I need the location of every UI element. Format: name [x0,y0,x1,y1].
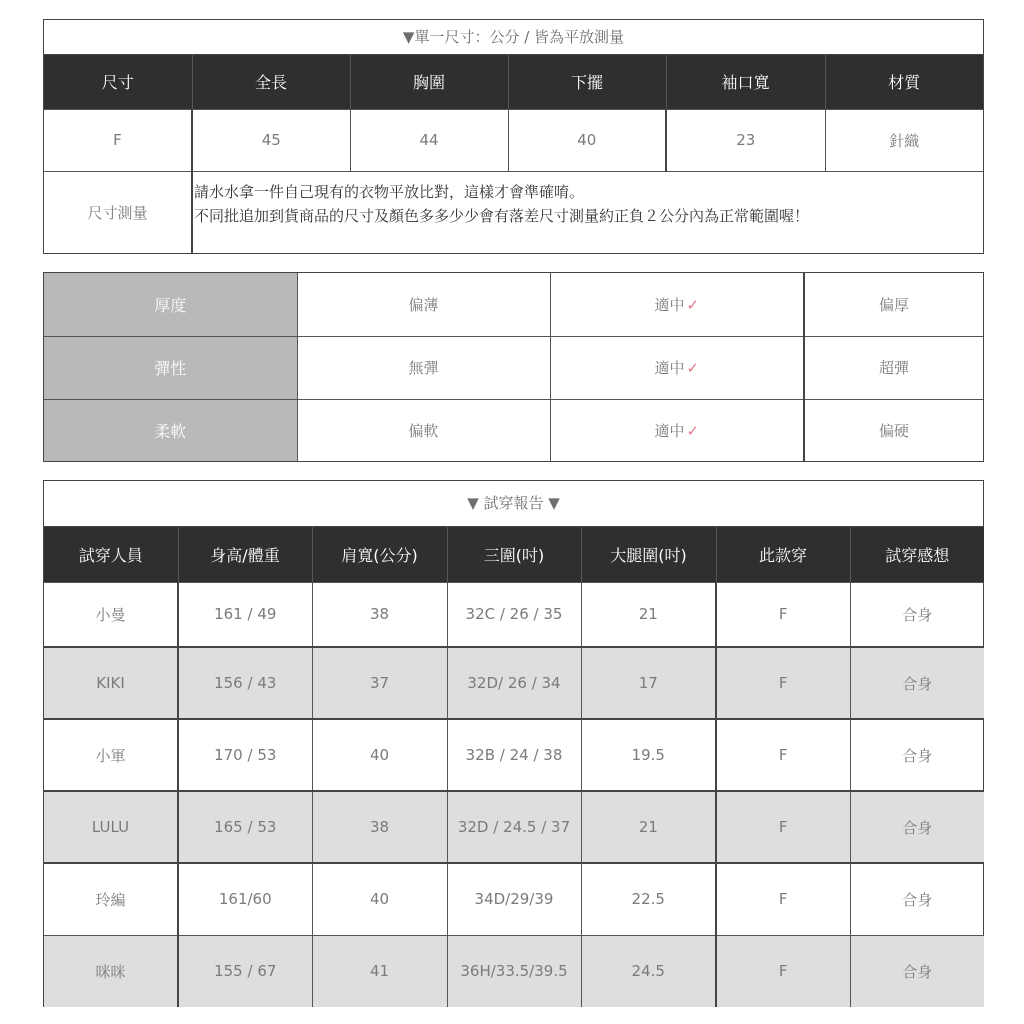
cell: 161 / 49 [178,582,312,647]
fabric-option-selected: 適中 ✓ [550,336,804,399]
fabric-table-grid [44,273,983,461]
cell: 合身 [850,719,984,791]
cell: 咪咪 [44,935,178,1007]
cell: 32D / 24.5 / 37 [447,791,581,863]
fabric-label-thickness: 厚度 [44,273,297,336]
cell: 21 [581,791,716,863]
fabric-table [43,272,984,462]
cell: 合身 [850,582,984,647]
table-row [44,791,984,863]
header-shoulder: 肩寬(公分) [312,527,447,582]
size-value: F [44,109,192,171]
header-size: 尺寸 [44,55,192,109]
fabric-option: 超彈 [804,336,983,399]
cell: 17 [581,647,716,719]
cell: 合身 [850,791,984,863]
report-table [43,480,984,1007]
fabric-option: 無彈 [297,336,550,399]
report-table-grid [44,527,984,1007]
cell: 161/60 [178,863,312,935]
material-value: 針織 [825,109,983,171]
cell: 41 [312,935,447,1007]
size-table-caption: ▼單一尺寸：公分 / 皆為平放測量 [44,20,983,55]
header-material: 材質 [825,55,983,109]
cell: 38 [312,582,447,647]
cell: F [716,719,850,791]
fabric-option: 偏薄 [297,273,550,336]
cell: 小軍 [44,719,178,791]
cell: 24.5 [581,935,716,1007]
hem-value: 40 [508,109,666,171]
measure-note-line-2: 不同批追加到貨商品的尺寸及顏色多多少少會有落差尺寸測量約正負２公分內為正常範圍喔！ [194,206,810,225]
fabric-label-elasticity: 彈性 [44,336,297,399]
measure-note-line-1: 請水水拿一件自己現有的衣物平放比對，這樣才會準確唷。 [194,182,585,201]
cell: F [716,863,850,935]
cell: F [716,935,850,1007]
header-size-worn: 此款穿 [716,527,850,582]
fabric-label-softness: 柔軟 [44,399,297,461]
cell: 170 / 53 [178,719,312,791]
header-hem: 下擺 [508,55,666,109]
report-caption: ▼ 試穿報告 ▼ [44,481,983,527]
cell: 165 / 53 [178,791,312,863]
cell: F [716,791,850,863]
cell: 21 [581,582,716,647]
measure-label: 尺寸測量 [44,171,192,254]
check-icon: ✓ [686,295,700,314]
table-row [44,719,984,791]
cuff-value: 23 [666,109,825,171]
measure-note [192,171,983,254]
cell: 38 [312,791,447,863]
cell: 合身 [850,647,984,719]
cell: F [716,582,850,647]
cell: F [716,647,850,719]
length-value: 45 [192,109,350,171]
cell: 32D/ 26 / 34 [447,647,581,719]
header-tester: 試穿人員 [44,527,178,582]
header-length: 全長 [192,55,350,109]
cell: 32C / 26 / 35 [447,582,581,647]
cell: 合身 [850,863,984,935]
cell: 40 [312,863,447,935]
fabric-option: 偏軟 [297,399,550,461]
cell: KIKI [44,647,178,719]
check-icon: ✓ [686,421,700,440]
header-measurements: 三圍(吋) [447,527,581,582]
cell: 40 [312,719,447,791]
fabric-option: 偏厚 [804,273,983,336]
cell: 36H/33.5/39.5 [447,935,581,1007]
header-feedback: 試穿感想 [850,527,984,582]
header-chest: 胸圍 [350,55,508,109]
cell: 小曼 [44,582,178,647]
check-icon: ✓ [686,359,700,377]
table-row [44,647,984,719]
cell: 玲編 [44,863,178,935]
fabric-option-selected: 適中 ✓ [550,273,804,336]
fabric-option: 偏硬 [804,399,983,461]
table-row [44,582,984,647]
cell: LULU [44,791,178,863]
size-table [43,19,984,254]
size-table-grid [44,55,983,254]
cell: 合身 [850,935,984,1007]
cell: 34D/29/39 [447,863,581,935]
chest-value: 44 [350,109,508,171]
table-row [44,935,984,1007]
header-height-weight: 身高/體重 [178,527,312,582]
cell: 156 / 43 [178,647,312,719]
fabric-option-selected: 適中 ✓ [550,399,804,461]
cell: 37 [312,647,447,719]
header-thigh: 大腿圍(吋) [581,527,716,582]
cell: 32B / 24 / 38 [447,719,581,791]
cell: 155 / 67 [178,935,312,1007]
cell: 19.5 [581,719,716,791]
table-row [44,863,984,935]
header-cuff: 袖口寬 [666,55,825,109]
cell: 22.5 [581,863,716,935]
